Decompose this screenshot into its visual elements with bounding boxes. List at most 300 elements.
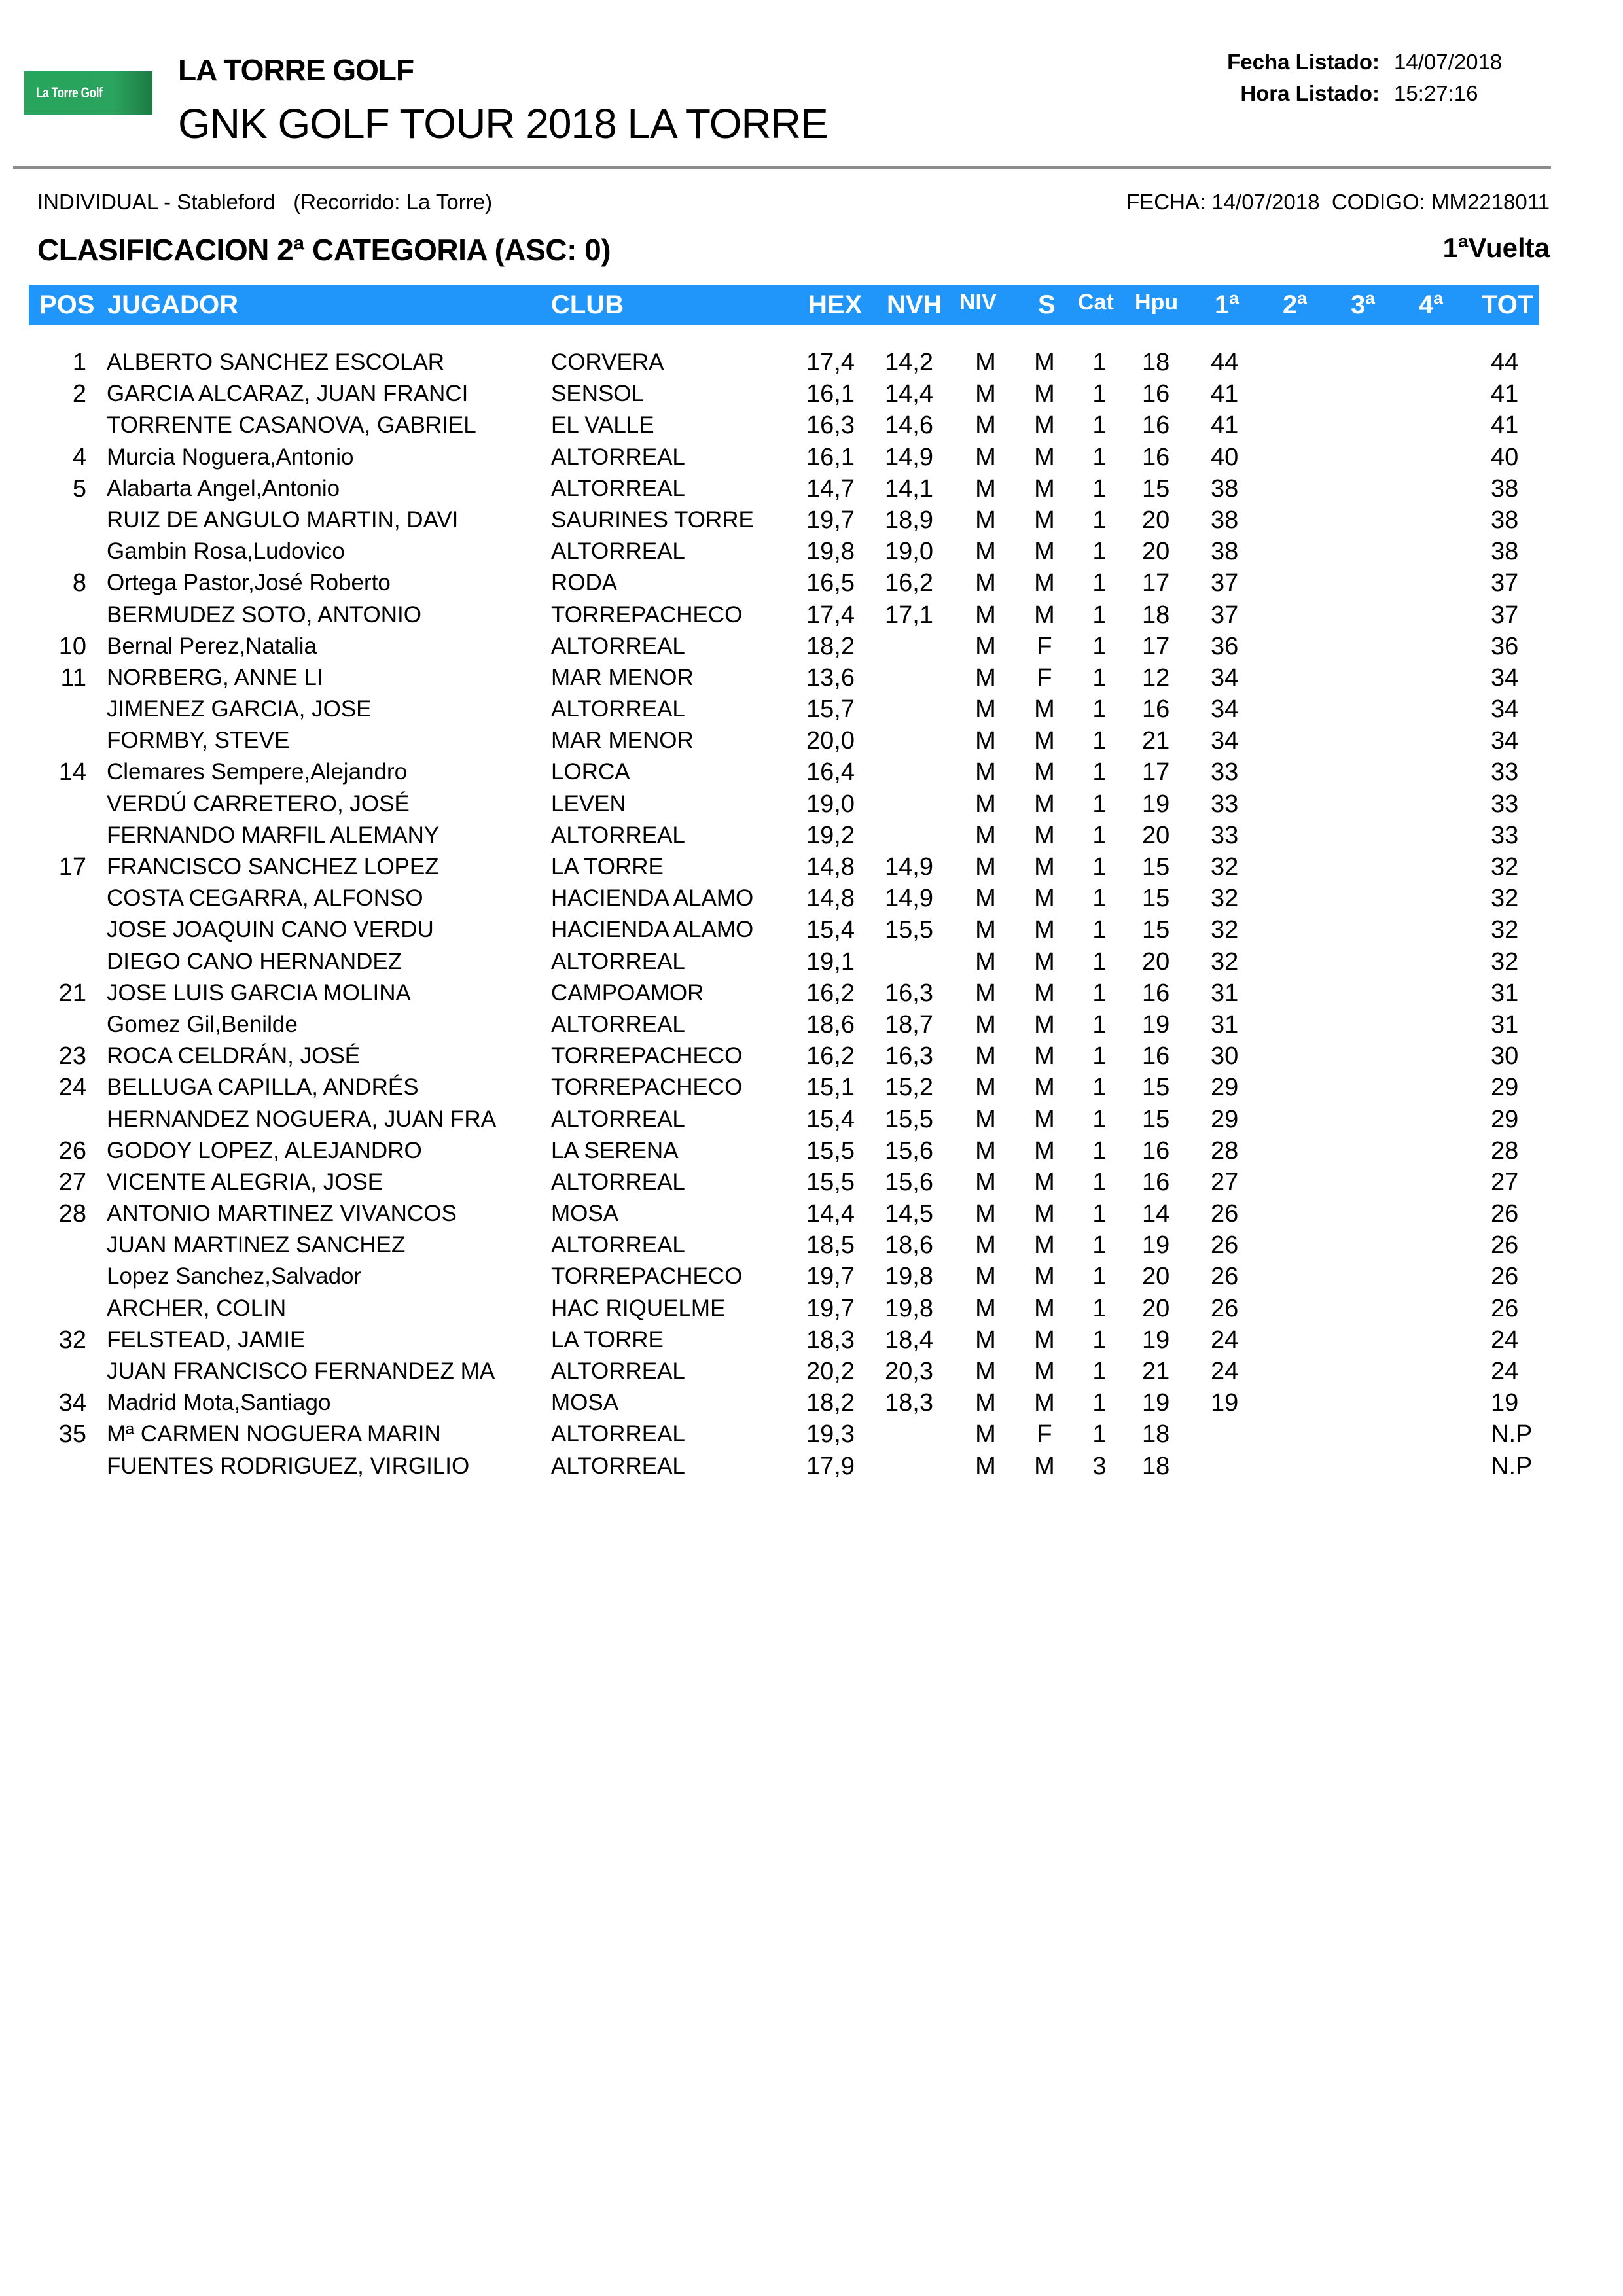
niv-value: M [975,979,996,1007]
round1-score: 32 [1211,916,1239,944]
sex-value: M [1034,380,1055,408]
nvh-value: 19,8 [885,1294,933,1322]
nvh-value: 14,2 [885,349,933,376]
col-club: CLUB [551,291,624,319]
club-name-cell: MOSA [551,1390,619,1416]
position: 26 [58,1137,86,1165]
hpu-value: 16 [1142,412,1170,440]
position: 14 [58,758,86,786]
player-name: BELLUGA CAPILLA, ANDRÉS [107,1074,419,1101]
club-name-cell: CAMPOAMOR [551,980,704,1006]
table-row [0,788,1623,820]
hex-value: 14,8 [806,885,855,913]
player-name: VICENTE ALEGRIA, JOSE [107,1169,383,1195]
total-score: 37 [1491,601,1519,629]
cat-value: 1 [1092,790,1107,818]
position: 4 [72,443,86,471]
cat-value: 1 [1092,727,1107,755]
round1-score: 37 [1211,569,1239,597]
hex-value: 15,5 [806,1137,855,1165]
total-score: 28 [1491,1137,1519,1165]
niv-value: M [975,506,996,534]
hex-value: 20,2 [806,1358,855,1385]
hex-value: 15,7 [806,696,855,724]
hpu-value: 21 [1142,727,1170,755]
cat-value: 1 [1092,1200,1107,1228]
club-name-cell: CORVERA [551,349,664,375]
sex-value: M [1034,1231,1055,1260]
player-name: FUENTES RODRIGUEZ, VIRGILIO [107,1453,470,1479]
table-row [0,410,1623,441]
nvh-value: 18,3 [885,1389,933,1417]
hpu-value: 16 [1142,1042,1170,1070]
cat-value: 1 [1092,1358,1107,1385]
round1-score: 32 [1211,853,1239,881]
hpu-value: 19 [1142,790,1170,818]
niv-value: M [975,412,996,440]
col-nvh: NVH [887,291,942,319]
sex-value: M [1034,1294,1055,1322]
niv-value: M [975,853,996,881]
hpu-value: 20 [1142,1294,1170,1322]
col-cat: Cat [1078,290,1114,315]
nvh-value: 14,9 [885,885,933,913]
niv-value: M [975,1452,996,1480]
table-row [0,1387,1623,1419]
player-name: FRANCISCO SANCHEZ LOPEZ [107,854,439,879]
round1-score: 24 [1211,1326,1239,1354]
total-score: 26 [1491,1294,1519,1322]
cat-value: 1 [1092,663,1107,692]
total-score: 26 [1491,1263,1519,1291]
sex-value: M [1034,349,1055,376]
hex-value: 13,6 [806,663,855,692]
cat-value: 1 [1092,979,1107,1007]
table-row [0,1229,1623,1261]
hpu-value: 16 [1142,443,1170,471]
sex-value: M [1034,979,1055,1007]
cat-value: 1 [1092,1105,1107,1133]
table-row [0,820,1623,851]
niv-value: M [975,663,996,692]
total-score: 32 [1491,916,1519,944]
nvh-value: 19,8 [885,1263,933,1291]
table-row [0,851,1623,883]
hpu-value: 14 [1142,1200,1170,1228]
hpu-value: 15 [1142,853,1170,881]
round1-score: 34 [1211,696,1239,724]
position: 17 [58,853,86,881]
sex-value: M [1034,1010,1055,1038]
cat-value: 1 [1092,474,1107,503]
round1-score: 33 [1211,790,1239,818]
hex-value: 18,3 [806,1326,855,1354]
nvh-value: 16,3 [885,979,933,1007]
round1-score: 38 [1211,506,1239,534]
position: 10 [58,632,86,660]
total-score: 24 [1491,1326,1519,1354]
niv-value: M [975,1010,996,1038]
niv-value: M [975,727,996,755]
player-name: VERDÚ CARRETERO, JOSÉ [107,790,410,817]
nvh-value: 19,0 [885,538,933,566]
col-pos: POS [39,291,95,319]
table-row [0,1104,1623,1135]
player-name: HERNANDEZ NOGUERA, JUAN FRA [107,1106,497,1132]
sex-value: M [1034,1200,1055,1228]
hex-value: 16,2 [806,1042,855,1070]
hex-value: 16,2 [806,979,855,1007]
table-row [0,599,1623,631]
position: 2 [72,380,86,408]
hpu-value: 19 [1142,1010,1170,1038]
total-score: 30 [1491,1042,1519,1070]
col-hpu: Hpu [1135,290,1179,315]
hpu-value: 20 [1142,1263,1170,1291]
total-score: 24 [1491,1358,1519,1385]
sex-value: M [1034,727,1055,755]
table-row [0,442,1623,473]
total-score: 36 [1491,632,1519,660]
club-name-cell: ALTORREAL [551,1358,685,1384]
sex-value: M [1034,758,1055,786]
hex-value: 16,4 [806,758,855,786]
sex-value: M [1034,412,1055,440]
club-name-cell: ALTORREAL [551,633,685,659]
sex-value: M [1034,1263,1055,1291]
player-name: Madrid Mota,Santiago [107,1390,331,1416]
logo-text: La Torre Golf [36,84,103,101]
hpu-value: 15 [1142,885,1170,913]
sex-value: M [1034,1389,1055,1417]
hex-value: 16,3 [806,412,855,440]
player-name: GARCIA ALCARAZ, JUAN FRANCI [107,381,469,407]
hpu-value: 18 [1142,601,1170,629]
sex-value: M [1034,1074,1055,1102]
event-title: GNK GOLF TOUR 2018 LA TORRE [178,100,828,147]
table-row [0,1198,1623,1229]
total-score: 29 [1491,1074,1519,1102]
player-name: ARCHER, COLIN [107,1295,287,1321]
round1-score: 31 [1211,1010,1239,1038]
nvh-value: 15,2 [885,1074,933,1102]
position: 11 [60,663,86,692]
table-row [0,914,1623,945]
table-row [0,1167,1623,1198]
hex-value: 18,2 [806,632,855,660]
table-row [0,1419,1623,1450]
cat-value: 1 [1092,916,1107,944]
club-name-cell: TORREPACHECO [551,1263,743,1290]
total-score: 31 [1491,1010,1519,1038]
nvh-value: 20,3 [885,1358,933,1385]
niv-value: M [975,1326,996,1354]
hex-value: 16,1 [806,380,855,408]
col-hex: HEX [808,291,863,319]
sex-value: M [1034,821,1055,849]
position: 27 [58,1168,86,1196]
player-name: Bernal Perez,Natalia [107,633,317,659]
club-name-cell: MOSA [551,1201,619,1227]
hpu-value: 19 [1142,1326,1170,1354]
niv-value: M [975,1263,996,1291]
hpu-value: 20 [1142,506,1170,534]
nvh-value: 16,2 [885,569,933,597]
cat-value: 1 [1092,1326,1107,1354]
round1-score: 37 [1211,601,1239,629]
position: 8 [72,569,86,597]
sex-value: F [1037,632,1052,660]
hpu-value: 16 [1142,380,1170,408]
nvh-value: 15,5 [885,1105,933,1133]
hpu-value: 21 [1142,1358,1170,1385]
round1-score: 32 [1211,885,1239,913]
col-jugador: JUGADOR [107,291,239,319]
player-name: TORRENTE CASANOVA, GABRIEL [107,412,476,438]
cat-value: 1 [1092,1137,1107,1165]
round1-score: 32 [1211,947,1239,976]
col-round2: 2ª [1283,291,1308,319]
niv-value: M [975,349,996,376]
sex-value: M [1034,790,1055,818]
player-name: JOSE LUIS GARCIA MOLINA [107,980,411,1006]
niv-value: M [975,821,996,849]
round1-score: 26 [1211,1231,1239,1260]
sex-value: M [1034,1358,1055,1385]
hex-value: 19,8 [806,538,855,566]
niv-value: M [975,601,996,629]
niv-value: M [975,1294,996,1322]
results-table [0,347,1623,1482]
club-name-cell: ALTORREAL [551,475,685,501]
position: 21 [58,979,86,1007]
player-name: Gambin Rosa,Ludovico [107,539,345,565]
hex-value: 19,2 [806,821,855,849]
position: 28 [58,1200,86,1228]
col-round1: 1ª [1215,291,1240,319]
nvh-value: 17,1 [885,601,933,629]
round1-score: 19 [1211,1389,1239,1417]
club-name-cell: LA TORRE [551,854,664,879]
table-row [0,1356,1623,1387]
table-row [0,1324,1623,1356]
table-row [0,662,1623,694]
cat-value: 3 [1092,1452,1107,1480]
position: 5 [72,474,86,503]
position: 32 [58,1326,86,1354]
club-name-cell: HACIENDA ALAMO [551,917,754,943]
total-score: 29 [1491,1105,1519,1133]
round1-score: 29 [1211,1074,1239,1102]
sex-value: M [1034,853,1055,881]
cat-value: 1 [1092,1074,1107,1102]
player-name: FELSTEAD, JAMIE [107,1326,306,1352]
hex-value: 18,5 [806,1231,855,1260]
sex-value: M [1034,474,1055,503]
table-row [0,883,1623,914]
nvh-value: 14,1 [885,474,933,503]
nvh-value: 14,5 [885,1200,933,1228]
player-name: ROCA CELDRÁN, JOSÉ [107,1043,361,1069]
position: 24 [58,1074,86,1102]
header-divider [13,166,1551,169]
sex-value: M [1034,1452,1055,1480]
hex-value: 19,3 [806,1421,855,1449]
cat-value: 1 [1092,1263,1107,1291]
total-score: 37 [1491,569,1519,597]
hex-value: 17,9 [806,1452,855,1480]
nvh-value: 14,4 [885,380,933,408]
table-row [0,1072,1623,1103]
hex-value: 15,1 [806,1074,855,1102]
position: 1 [72,349,86,376]
round1-score: 24 [1211,1358,1239,1385]
club-name-cell: LA SERENA [551,1137,679,1163]
hpu-value: 19 [1142,1231,1170,1260]
niv-value: M [975,790,996,818]
sex-value: M [1034,506,1055,534]
table-header [29,285,1539,325]
total-score: 26 [1491,1200,1519,1228]
total-score: 38 [1491,538,1519,566]
player-name: Clemares Sempere,Alejandro [107,759,408,785]
cat-value: 1 [1092,538,1107,566]
hpu-value: 15 [1142,474,1170,503]
table-row [0,536,1623,567]
col-tot: TOT [1482,291,1534,319]
player-name: GODOY LOPEZ, ALEJANDRO [107,1137,422,1163]
club-name-cell: EL VALLE [551,412,654,438]
hex-value: 19,7 [806,1294,855,1322]
hpu-value: 17 [1142,758,1170,786]
total-score: 34 [1491,663,1519,692]
player-name: Alabarta Angel,Antonio [107,475,340,501]
club-name-cell: ALTORREAL [551,444,685,470]
hpu-value: 15 [1142,1074,1170,1102]
player-name: DIEGO CANO HERNANDEZ [107,948,402,974]
club-name-cell: HAC RIQUELME [551,1295,726,1321]
hpu-value: 16 [1142,1168,1170,1196]
round1-score: 29 [1211,1105,1239,1133]
hpu-value: 16 [1142,696,1170,724]
hex-value: 19,7 [806,506,855,534]
round1-score: 26 [1211,1200,1239,1228]
niv-value: M [975,1358,996,1385]
hex-value: 15,5 [806,1168,855,1196]
player-name: RUIZ DE ANGULO MARTIN, DAVI [107,506,459,533]
player-name: ANTONIO MARTINEZ VIVANCOS [107,1201,457,1227]
round1-score: 36 [1211,632,1239,660]
round1-score: 33 [1211,758,1239,786]
total-score: 32 [1491,885,1519,913]
competition-modality: INDIVIDUAL - Stableford (Recorrido: La Torre) [37,190,493,214]
sex-value: M [1034,947,1055,976]
niv-value: M [975,1105,996,1133]
player-name: FERNANDO MARFIL ALEMANY [107,822,440,848]
cat-value: 1 [1092,632,1107,660]
total-score: 40 [1491,443,1519,471]
round1-score: 44 [1211,349,1239,376]
niv-value: M [975,1137,996,1165]
hex-value: 20,0 [806,727,855,755]
niv-value: M [975,1421,996,1449]
club-name-cell: ALTORREAL [551,1232,685,1258]
sex-value: M [1034,1137,1055,1165]
sex-value: M [1034,1042,1055,1070]
sex-value: M [1034,443,1055,471]
total-score: N.P [1491,1421,1533,1449]
player-name: ALBERTO SANCHEZ ESCOLAR [107,349,445,375]
round1-score: 41 [1211,412,1239,440]
player-name: NORBERG, ANNE LI [107,664,323,690]
col-niv: NIV [959,290,997,315]
table-row [0,378,1623,410]
cat-value: 1 [1092,758,1107,786]
total-score: 33 [1491,790,1519,818]
club-name-cell: ALTORREAL [551,1169,685,1195]
cat-value: 1 [1092,1168,1107,1196]
table-row [0,725,1623,756]
niv-value: M [975,1389,996,1417]
club-name-cell: ALTORREAL [551,948,685,974]
table-row [0,1451,1623,1482]
total-score: 38 [1491,474,1519,503]
club-name-cell: HACIENDA ALAMO [551,885,754,911]
hex-value: 16,1 [806,443,855,471]
niv-value: M [975,1231,996,1260]
niv-value: M [975,569,996,597]
position: 23 [58,1042,86,1070]
fecha-codigo: FECHA: 14/07/2018 CODIGO: MM2218011 [1126,190,1550,214]
nvh-value: 18,4 [885,1326,933,1354]
cat-value: 1 [1092,569,1107,597]
total-score: 34 [1491,727,1519,755]
niv-value: M [975,538,996,566]
hpu-value: 20 [1142,821,1170,849]
niv-value: M [975,947,996,976]
round1-score: 30 [1211,1042,1239,1070]
niv-value: M [975,443,996,471]
nvh-value: 15,6 [885,1137,933,1165]
player-name: FORMBY, STEVE [107,728,290,754]
hex-value: 17,4 [806,601,855,629]
total-score: 19 [1491,1389,1519,1417]
club-name-cell: SAURINES TORRE [551,506,754,533]
cat-value: 1 [1092,601,1107,629]
cat-value: 1 [1092,696,1107,724]
club-name-cell: ALTORREAL [551,822,685,848]
sex-value: M [1034,538,1055,566]
total-score: 27 [1491,1168,1519,1196]
cat-value: 1 [1092,412,1107,440]
table-row [0,473,1623,504]
cat-value: 1 [1092,1389,1107,1417]
nvh-value: 16,3 [885,1042,933,1070]
sex-value: M [1034,601,1055,629]
sex-value: F [1037,1421,1052,1449]
total-score: 44 [1491,349,1519,376]
cat-value: 1 [1092,947,1107,976]
nvh-value: 15,6 [885,1168,933,1196]
hpu-value: 16 [1142,1137,1170,1165]
club-logo [24,71,152,115]
club-name-cell: LA TORRE [551,1326,664,1352]
col-s: S [1038,291,1056,319]
round1-score: 31 [1211,979,1239,1007]
total-score: 34 [1491,696,1519,724]
hex-value: 18,2 [806,1389,855,1417]
total-score: 33 [1491,821,1519,849]
